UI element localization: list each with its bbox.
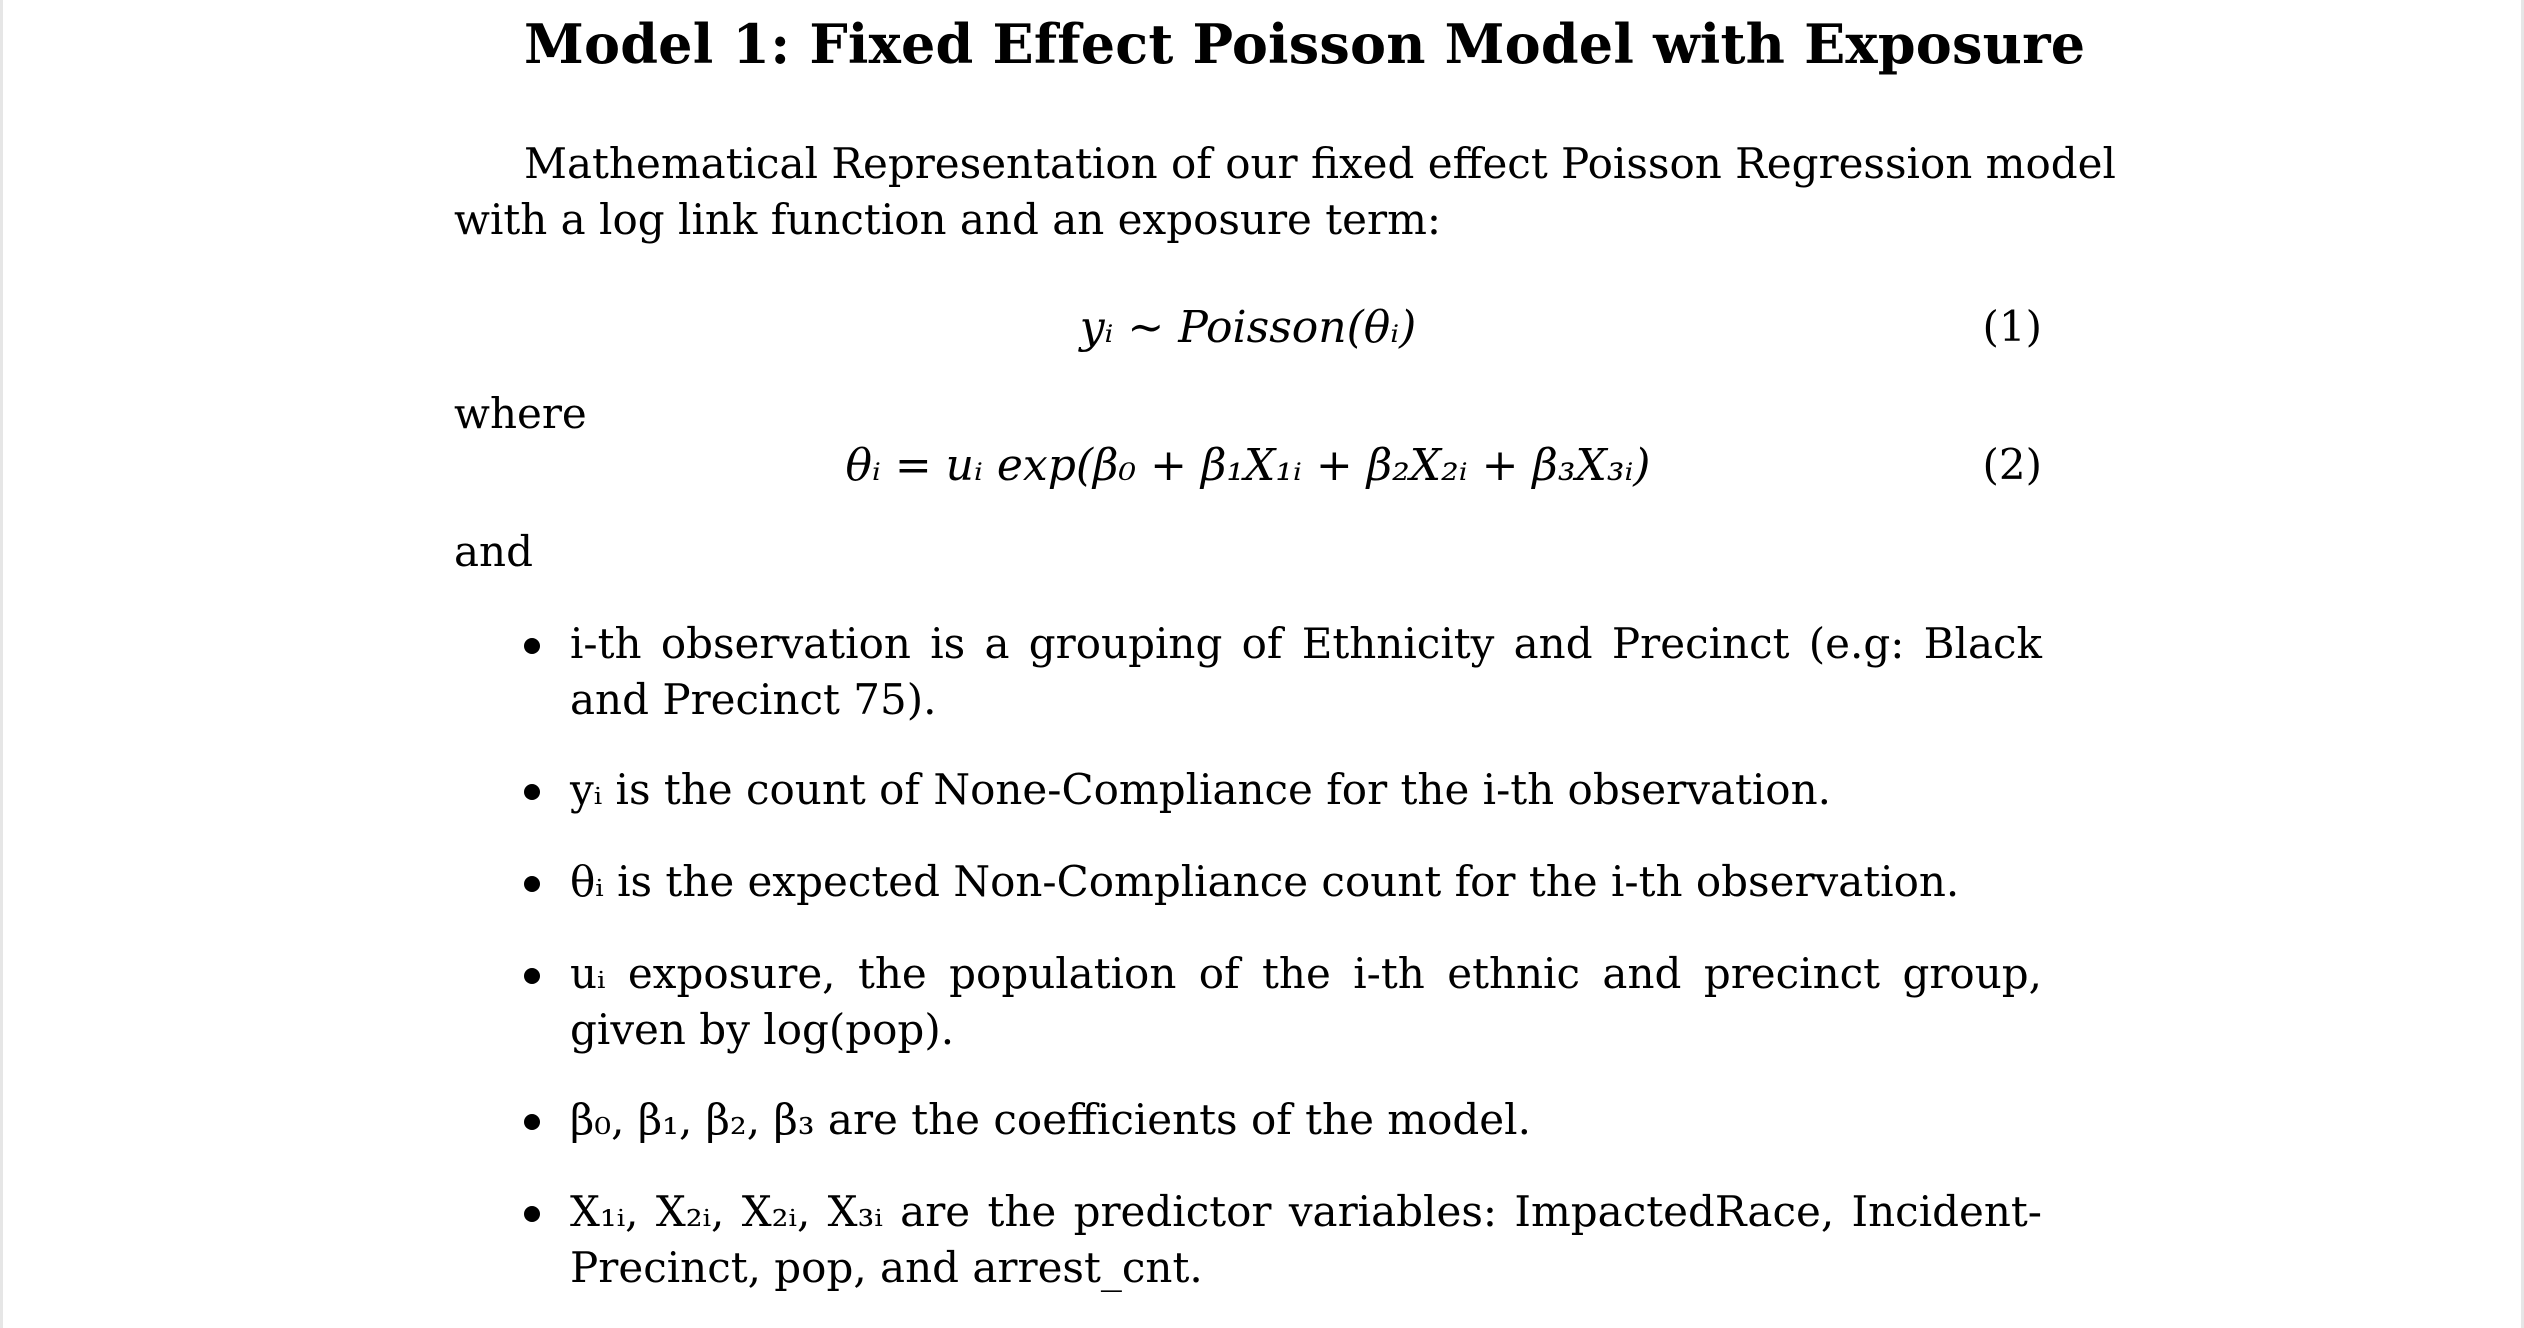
where-label: where (454, 389, 587, 438)
equation-1-number: (1) (1982, 302, 2042, 351)
left-edge-border (0, 0, 3, 1328)
bullet-icon (524, 968, 540, 984)
list-item-text: yᵢ is the count of None-Compliance for the i-th observation. (570, 765, 1831, 814)
bullet-icon (524, 638, 540, 654)
list-item-text: β₀, β₁, β₂, β₃ are the coefficients of the model. (570, 1095, 1531, 1144)
and-label: and (454, 527, 533, 576)
list-item-text: θᵢ is the expected Non-Compliance count for the i-th observation. (570, 857, 1960, 906)
list-item-text: X₁ᵢ, X₂ᵢ, X₂ᵢ, X₃ᵢ are the predictor variables: ImpactedRace, Incident-Precinct, pop, and arrest_cnt. (570, 1187, 2042, 1292)
bullet-icon (524, 876, 540, 892)
list-item-text: i-th observation is a grouping of Ethnicity and Precinct (e.g: Black and Precinct 75). (570, 619, 2042, 724)
list-item-text: uᵢ exposure, the population of the i-th ethnic and precinct group, given by log(pop). (570, 949, 2042, 1054)
intro-paragraph-line-1: Mathematical Representation of our fixed effect Poisson Regression model (524, 139, 2116, 188)
equation-2-number: (2) (1982, 440, 2042, 489)
intro-paragraph-line-2: with a log link function and an exposure term: (454, 195, 1442, 244)
equation-1: yᵢ ∼ Poisson(θᵢ) (1079, 302, 1417, 353)
bullet-icon (524, 1114, 540, 1130)
section-title: Model 1: Fixed Effect Poisson Model with Exposure (524, 12, 2086, 76)
bullet-icon (524, 1206, 540, 1222)
document-page (454, 0, 2116, 1328)
equation-2: θᵢ = uᵢ exp(β₀ + β₁X₁ᵢ + β₂X₂ᵢ + β₃X₃ᵢ) (845, 440, 1651, 491)
bullet-icon (524, 784, 540, 800)
